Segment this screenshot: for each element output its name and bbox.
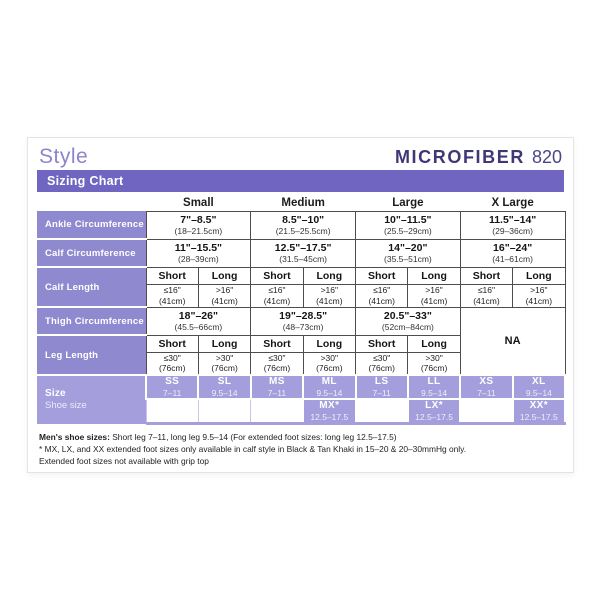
inch-value: >16": [320, 284, 339, 295]
short-header: Short: [356, 267, 408, 284]
short-header: Short: [146, 335, 198, 352]
titlebar: [37, 143, 564, 170]
ankle-medium-cell: [251, 211, 356, 239]
leg-length-long-cell: [303, 352, 355, 375]
size-cell-ss: [146, 375, 198, 399]
cm-value: (41cm): [211, 295, 238, 306]
cm-value: (41cm): [525, 295, 553, 306]
size-cell-lx: [408, 399, 460, 424]
shoe-size-range: 12.5–17.5: [415, 412, 453, 423]
size-code: ML: [321, 376, 337, 387]
brand-lockup: [395, 147, 562, 168]
inch-value: 18"–26": [178, 309, 218, 322]
calf-length-short-cell: [460, 284, 512, 307]
shoe-size-range: 9.5–14: [525, 388, 552, 398]
calf-circ-small-cell: [146, 239, 251, 267]
col-header-small: Small: [183, 196, 214, 209]
inch-value: 19"–28.5": [279, 309, 328, 322]
ankle-circumference-row: [37, 211, 565, 239]
col-header-large: Large: [392, 196, 424, 209]
cm-value: (18–21.5cm): [174, 226, 223, 237]
size-names-row: [37, 195, 565, 211]
extended-size-empty-cell: [460, 399, 512, 424]
size-code: MS: [269, 376, 285, 387]
size-code: XS: [479, 376, 494, 387]
calf-circ-medium-cell: [251, 239, 356, 267]
shoe-size-range: 12.5–17.5: [519, 412, 558, 423]
short-header: Short: [251, 267, 303, 284]
size-code: SL: [217, 376, 232, 387]
cm-value: (41cm): [316, 295, 343, 306]
calf-length-long-cell: [408, 284, 460, 307]
calf-circ-xlarge-cell: [460, 239, 565, 267]
cm-value: (41cm): [368, 295, 395, 306]
size-code: MX*: [319, 400, 340, 412]
cm-value: (21.5–25.5cm): [275, 226, 331, 237]
size-code: SS: [165, 376, 180, 387]
cm-value: (52cm–84cm): [381, 322, 434, 333]
cm-value: (41cm): [263, 295, 291, 306]
cm-value: (76cm): [211, 363, 238, 374]
inch-value: >16": [215, 284, 234, 295]
calf-length-short-cell: [146, 284, 198, 307]
inch-value: ≤16": [163, 284, 181, 295]
size-label: Size: [45, 388, 66, 400]
footnote-bold-lead: Men's shoe sizes:: [39, 432, 110, 443]
sizing-chart-banner: [37, 170, 564, 192]
footnote-extended-availability: * MX, LX, and XX extended foot sizes only available in calf style in Black & Tan Khaki in 15–20 & 20–30mmHg only.: [39, 444, 467, 455]
shoe-size-range: 12.5–17.5: [310, 412, 349, 423]
cm-value: (76cm): [316, 363, 343, 374]
size-cell-xl: [513, 375, 565, 399]
cm-value: (25.5–29cm): [384, 226, 432, 237]
brand-name: MICROFIBER: [394, 147, 525, 167]
long-header: Long: [198, 267, 250, 284]
extended-size-empty-cell: [356, 399, 408, 424]
extended-size-empty-cell: [251, 399, 303, 424]
thigh-large-cell: [356, 307, 461, 335]
inch-value: 7"–8.5": [180, 213, 217, 226]
row-label-thigh-circumference: Thigh Circumference: [37, 307, 146, 335]
inch-value: ≤16": [477, 284, 495, 295]
cm-value: (35.5–51cm): [384, 254, 432, 265]
row-label-ankle-circumference: Ankle Circumference: [37, 211, 146, 239]
footnote-mens-shoe-sizes: [39, 432, 564, 444]
col-header-medium: Medium: [281, 196, 325, 209]
inch-value: ≤30": [163, 352, 181, 363]
size-cell-xx: [513, 399, 565, 424]
long-header: Long: [303, 335, 355, 352]
size-cell-ls: [356, 375, 408, 399]
cm-value: (41cm): [473, 295, 500, 306]
size-cell-ml: [303, 375, 355, 399]
inch-value: 8.5"–10": [282, 213, 325, 226]
short-header: Short: [146, 267, 198, 284]
cm-value: (41cm): [420, 295, 448, 306]
inch-value: ≤16": [268, 284, 286, 295]
calf-length-short-cell: [356, 284, 408, 307]
cm-value: (41–61cm): [492, 254, 533, 265]
row-label-calf-length: Calf Length: [37, 267, 146, 307]
footnote-grip-top: Extended foot sizes not available with grip top: [39, 455, 209, 466]
size-code: XX*: [529, 400, 549, 412]
cm-value: (76cm): [158, 363, 186, 374]
leg-length-long-cell: [408, 352, 460, 375]
long-header: Long: [198, 335, 250, 352]
size-code: XL: [532, 376, 546, 387]
cm-value: (45.5–66cm): [174, 322, 223, 333]
cm-value: (76cm): [420, 363, 448, 374]
inch-value: ≤30": [373, 352, 391, 363]
size-code: LL: [427, 376, 441, 387]
calf-length-header-row: [37, 267, 565, 284]
shoe-size-range: 9.5–14: [211, 388, 238, 398]
calf-length-long-cell: [198, 284, 250, 307]
inch-value: 10"–11.5": [384, 213, 432, 226]
page-title: Style: [39, 145, 89, 168]
cm-value: (76cm): [263, 363, 291, 374]
sizing-chart-card: [27, 137, 574, 473]
shoe-size-range: 9.5–14: [316, 388, 343, 398]
size-cell-xs: [460, 375, 512, 399]
ankle-large-cell: [356, 211, 461, 239]
cm-value: (76cm): [368, 363, 395, 374]
size-code: LX*: [425, 400, 443, 412]
inch-value: 16"–24": [493, 241, 533, 254]
thigh-medium-cell: [251, 307, 356, 335]
thigh-circumference-row: [37, 307, 565, 335]
shoe-size-label: Shoe size: [45, 400, 87, 412]
shoe-size-range: 9.5–14: [421, 388, 448, 398]
leg-length-short-cell: [251, 352, 303, 375]
inch-value: 11.5"–14": [488, 213, 537, 226]
calf-circ-large-cell: [356, 239, 461, 267]
inch-value: ≤30": [268, 352, 286, 363]
extended-size-empty-cell: [146, 399, 198, 424]
model-number: 820: [531, 147, 562, 167]
long-header: Long: [513, 267, 565, 284]
calf-length-long-cell: [303, 284, 355, 307]
row-label-leg-length: Leg Length: [37, 335, 146, 375]
cm-value: (48–73cm): [282, 322, 324, 333]
inch-value: ≤16": [373, 284, 391, 295]
shoe-size-range: 7–11: [163, 388, 182, 398]
row-label-calf-circumference: Calf Circumference: [37, 239, 146, 267]
inch-value: >16": [530, 284, 548, 295]
leg-length-short-cell: [356, 352, 408, 375]
leg-length-short-cell: [146, 352, 198, 375]
size-code: LS: [374, 376, 389, 387]
sizing-table: [37, 195, 566, 425]
inch-value: 20.5"–33": [383, 309, 432, 322]
row-label-size: [37, 375, 146, 424]
short-header: Short: [460, 267, 512, 284]
long-header: Long: [408, 335, 460, 352]
ankle-small-cell: [146, 211, 251, 239]
ankle-xlarge-cell: [460, 211, 565, 239]
corner-cell: [37, 195, 146, 211]
size-cell-ll: [408, 375, 460, 399]
cm-value: (29–36cm): [492, 226, 533, 237]
col-header-xlarge: X Large: [491, 196, 534, 209]
cm-value: (41cm): [158, 295, 186, 306]
banner-title: Sizing Chart: [47, 174, 124, 188]
footnotes: [37, 432, 564, 467]
na-cell: NA: [460, 307, 565, 375]
shoe-size-range: 7–11: [477, 388, 496, 398]
size-cell-ms: [251, 375, 303, 399]
extended-size-empty-cell: [198, 399, 250, 424]
calf-circumference-row: [37, 239, 565, 267]
long-header: Long: [408, 267, 460, 284]
inch-value: >16": [425, 284, 443, 295]
inch-value: 14"–20": [388, 241, 428, 254]
cm-value: (28–39cm): [178, 254, 219, 265]
long-header: Long: [303, 267, 355, 284]
inch-value: >30": [215, 352, 234, 363]
shoe-size-range: 7–11: [372, 388, 391, 398]
cm-value: (31.5–45cm): [279, 254, 327, 265]
inch-value: >30": [425, 352, 443, 363]
inch-value: 11"–15.5": [174, 241, 223, 254]
inch-value: 12.5"–17.5": [274, 241, 332, 254]
size-cell-mx: [303, 399, 355, 424]
size-codes-row: [37, 375, 565, 399]
shoe-size-range: 7–11: [267, 388, 287, 398]
short-header: Short: [356, 335, 408, 352]
calf-length-long-cell: [513, 284, 565, 307]
calf-length-short-cell: [251, 284, 303, 307]
leg-length-long-cell: [198, 352, 250, 375]
inch-value: >30": [320, 352, 339, 363]
thigh-small-cell: [146, 307, 251, 335]
short-header: Short: [251, 335, 303, 352]
size-cell-sl: [198, 375, 250, 399]
footnote-text: Short leg 7–11, long leg 9.5–14 (For extended foot sizes: long leg 12.5–17.5): [109, 432, 397, 443]
